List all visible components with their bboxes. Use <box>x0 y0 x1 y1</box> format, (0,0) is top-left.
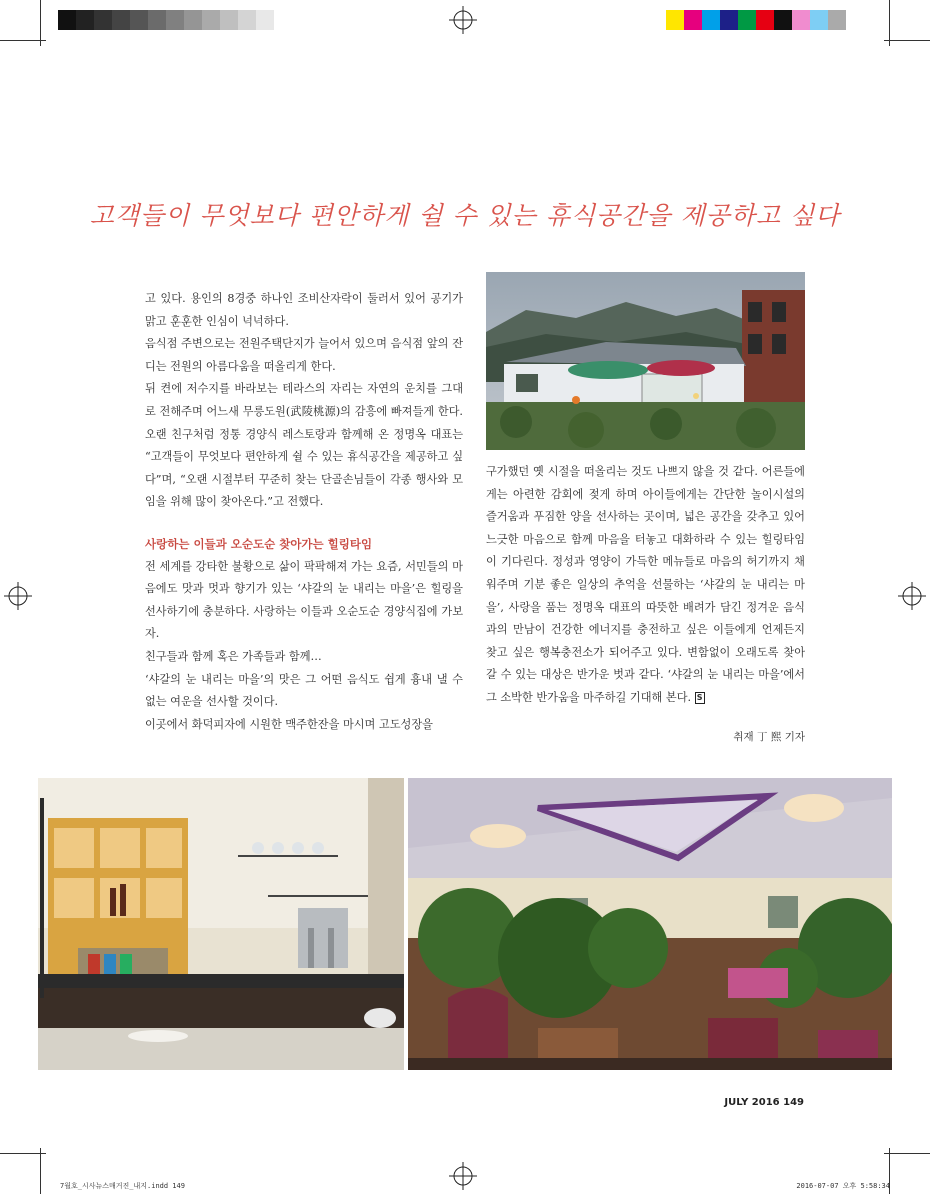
paragraph: 구가했던 옛 시절을 떠올리는 것도 나쁘지 않을 것 같다. 어른들에게는 아련한 감회에 젖게 하며 아이들에게는 간단한 놀이시설의 즐거움과 푸짐한 양을 선사하는 곳이며, 넓은 공간을 갖추고 있어 느긋한 마음으로 함께 마음을 터놓고 대화하라 수 있는 힐링타임이 기다린다. 정성과 영양이 가득한 메뉴들로 마음의 허기까지 채워주며 기분 좋은 일상의 추억을 선물하는 ‘샤갈의 눈 내리는 마을’, 사랑을 품는 정명옥 대표의 따뜻한 배려가 담긴 정겨운 음식과의 만남이 건강한 에너지를 충전하고 싶은 이들에게 언제든지 찾고 싶은 행복충전소가 되어주고 있다. 변함없이 오래도록 찾아갈 수 있는 대상은 반가운 벗과 같다. ‘샤갈의 눈 내리는 마을’에서 그 소박한 반가움을 마주하길 기대해 본다. <box>486 465 805 704</box>
color-swatch <box>666 10 684 30</box>
grayscale-swatch <box>130 10 148 30</box>
right-column <box>486 461 805 710</box>
paragraph: 고 있다. 용인의 8경중 하나인 조비산자락이 둘러서 있어 공기가 맑고 훈훈한 인심이 넉넉하다. <box>145 292 463 328</box>
color-swatch <box>738 10 756 30</box>
end-mark: S <box>695 692 705 704</box>
exterior-photo <box>486 272 805 450</box>
slug-file: 7월호_시사뉴스매거진_내지.indd 149 <box>60 1182 185 1190</box>
color-swatch <box>702 10 720 30</box>
grayscale-swatch <box>184 10 202 30</box>
paragraph: 음식점 주변으로는 전원주택단지가 늘어서 있으며 음식점 앞의 잔디는 전원의 아름다움을 떠올리게 한다. <box>145 337 463 373</box>
left-column <box>145 288 463 736</box>
section-subhead: 사랑하는 이들과 오순도순 찾아가는 힐링타임 <box>145 536 373 551</box>
grayscale-swatch <box>166 10 184 30</box>
color-swatch <box>684 10 702 30</box>
dining-hall-photo <box>408 778 892 1070</box>
color-swatch <box>810 10 828 30</box>
crop-mark <box>40 0 41 46</box>
registration-mark-icon <box>449 6 477 34</box>
registration-mark-icon <box>898 582 926 610</box>
byline: 취재 丁 熙 기자 <box>733 731 805 743</box>
color-swatch <box>756 10 774 30</box>
grayscale-swatch <box>58 10 76 30</box>
grayscale-swatch <box>94 10 112 30</box>
crop-mark <box>884 1153 930 1154</box>
paragraph: 뒤 켠에 저수지를 바라보는 테라스의 자리는 자연의 운치를 그대로 전해주며 어느새 무릉도원(武陵桃源)의 감흥에 빠져들게 한다. 오랜 친구처럼 정통 경양식 레스토랑과 함께해 온 정명옥 대표는 “고객들이 무엇보다 편안하게 쉴 수 있는 휴식공간을 제공하고 싶다”며, “오랜 시절부터 꾸준히 찾는 단골손님들이 각종 행사와 모임을 위해 많이 찾아온다.”고 전했다. <box>145 382 463 509</box>
color-bar <box>666 10 846 30</box>
slug-timestamp: 2016-07-07 오후 5:58:34 <box>796 1182 890 1190</box>
color-swatch <box>828 10 846 30</box>
paragraph: ‘샤갈의 눈 내리는 마을’의 맛은 그 어떤 음식도 쉽게 흉내 낼 수 없는 여운을 선사할 것이다. <box>145 672 463 709</box>
grayscale-swatch <box>112 10 130 30</box>
color-swatch <box>774 10 792 30</box>
grayscale-swatch <box>76 10 94 30</box>
folio: JULY 2016 149 <box>724 1097 804 1108</box>
paragraph: 이곳에서 화덕피자에 시원한 맥주한잔을 마시며 고도성장을 <box>145 717 433 731</box>
color-swatch <box>720 10 738 30</box>
grayscale-swatch <box>238 10 256 30</box>
grayscale-swatch <box>256 10 274 30</box>
registration-mark-icon <box>4 582 32 610</box>
paragraph: 전 세계를 강타한 불황으로 삶이 팍팍해져 가는 요즘, 서민들의 마음에도 맛과 멋과 향기가 있는 ‘샤갈의 눈 내리는 마을’은 힐링을 선사하기에 충분하다. 사랑하는 이들과 오순도순 경양식집에 가보자. <box>145 559 463 641</box>
grayscale-swatch <box>220 10 238 30</box>
paragraph: 친구들과 함께 혹은 가족들과 함께… <box>145 649 322 663</box>
grayscale-swatch <box>202 10 220 30</box>
grayscale-bar <box>58 10 274 30</box>
crop-mark <box>884 40 930 41</box>
color-swatch <box>792 10 810 30</box>
crop-mark <box>889 0 890 46</box>
grayscale-swatch <box>148 10 166 30</box>
bar-counter-photo <box>38 778 404 1070</box>
crop-mark <box>40 1148 41 1194</box>
registration-mark-icon <box>449 1162 477 1190</box>
headline: 고객들이 무엇보다 편안하게 쉴 수 있는 휴식공간을 제공하고 싶다 <box>89 201 841 230</box>
